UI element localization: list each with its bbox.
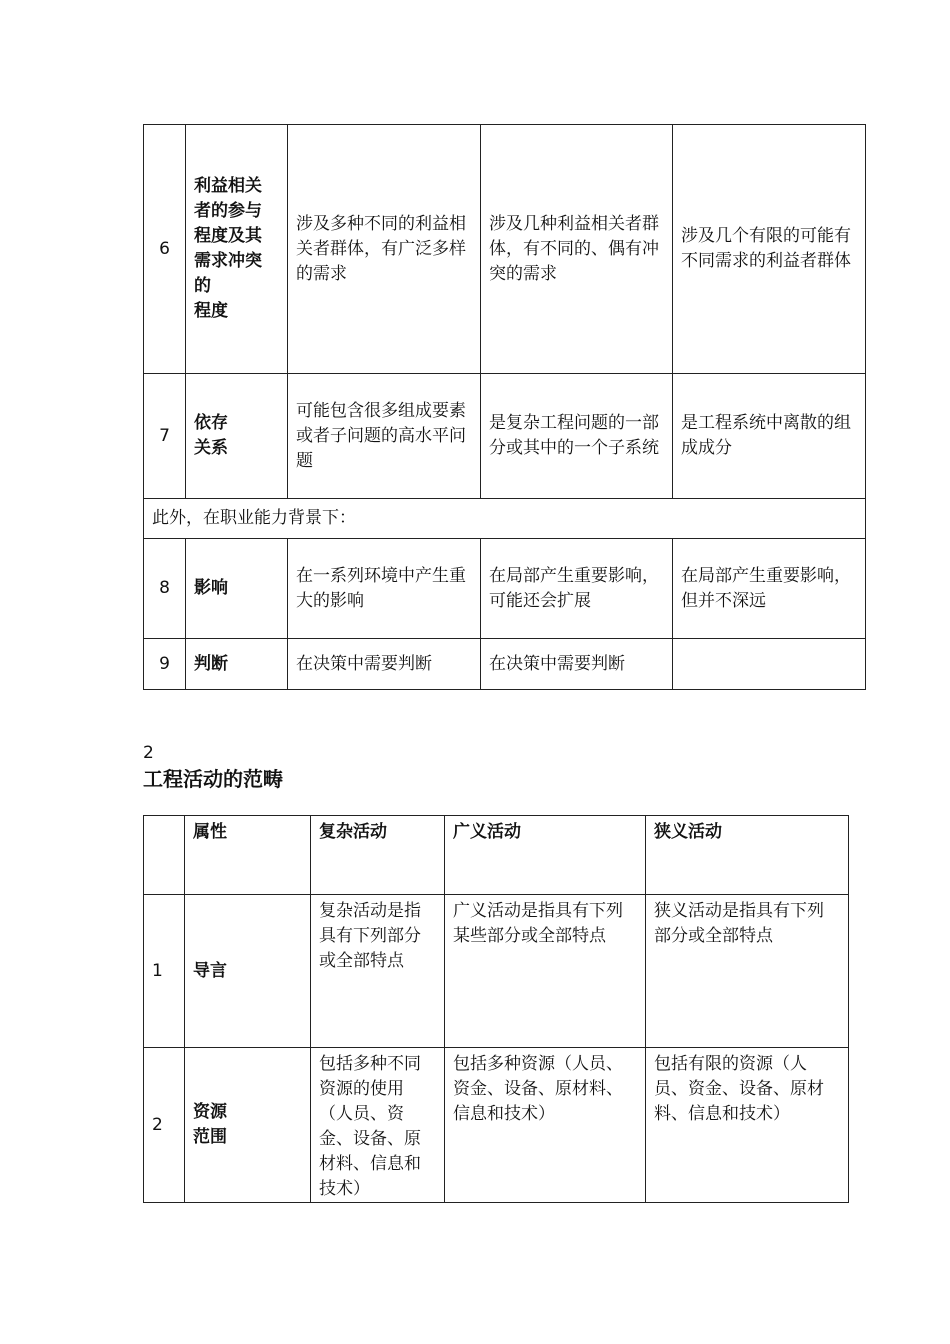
header-cell: 复杂活动 — [311, 816, 445, 895]
table-cell: 在局部产生重要影响，可能还会扩展 — [481, 539, 673, 639]
table-cell: 包括有限的资源（人员、资金、设备、原材料、信息和技术） — [646, 1048, 849, 1203]
row-number: 2 — [144, 1048, 185, 1203]
table-note-row — [144, 499, 866, 539]
header-cell — [144, 816, 185, 895]
section-number: 2 — [143, 743, 154, 763]
table-row — [144, 895, 849, 1048]
table-cell: 包括多种资源（人员、资金、设备、原材料、信息和技术） — [445, 1048, 646, 1203]
table-cell: 涉及几种利益相关者群体，有不同的、偶有冲突的需求 — [481, 125, 673, 374]
table-cell: 是工程系统中离散的组成成分 — [673, 374, 866, 499]
table-cell: 在局部产生重要影响，但并不深远 — [673, 539, 866, 639]
attribute-line: 程度 — [194, 301, 228, 321]
table-cell — [673, 639, 866, 690]
attribute-line: 关系 — [194, 438, 228, 458]
attribute-cell — [185, 1048, 311, 1203]
attribute-line: 范围 — [193, 1127, 227, 1147]
attribute-line: 导言 — [193, 960, 227, 981]
row-number: 6 — [144, 125, 186, 374]
table-row — [144, 374, 866, 499]
table-header-row — [144, 816, 849, 895]
table-cell: 复杂活动是指具有下列部分或全部特点 — [311, 895, 445, 1048]
table-row — [144, 539, 866, 639]
attribute-line: 资源 — [193, 1102, 227, 1122]
table-cell: 广义活动是指具有下列某些部分或全部特点 — [445, 895, 646, 1048]
row-number: 9 — [144, 639, 186, 690]
context-note: 此外，在职业能力背景下： — [144, 499, 866, 539]
attribute-cell: 判断 — [186, 639, 288, 690]
table-row — [144, 1048, 849, 1203]
attribute-line: 程度及其 — [194, 226, 262, 246]
activity-scope-table — [143, 815, 849, 1203]
attributes-table-continued — [143, 124, 866, 690]
attribute-cell — [185, 895, 311, 1048]
table-cell: 包括多种不同资源的使用（人员、资金、设备、原材料、信息和技术） — [311, 1048, 445, 1203]
table-cell: 在决策中需要判断 — [288, 639, 481, 690]
table-cell: 是复杂工程问题的一部分或其中的一个子系统 — [481, 374, 673, 499]
attribute-line: 者的参与 — [194, 201, 262, 221]
attribute-cell — [186, 125, 288, 374]
table-cell: 涉及几个有限的可能有不同需求的利益者群体 — [673, 125, 866, 374]
attribute-line: 依存 — [194, 413, 228, 433]
header-cell: 属性 — [185, 816, 311, 895]
attribute-cell — [186, 374, 288, 499]
table-cell: 涉及多种不同的利益相关者群体，有广泛多样的需求 — [288, 125, 481, 374]
section-title: 工程活动的范畴 — [143, 767, 283, 791]
attribute-line: 利益相关 — [194, 176, 262, 196]
attribute-cell: 影响 — [186, 539, 288, 639]
row-number: 8 — [144, 539, 186, 639]
row-number: 7 — [144, 374, 186, 499]
table-cell: 在一系列环境中产生重大的影响 — [288, 539, 481, 639]
attribute-line: 的 — [194, 276, 211, 296]
table-cell: 可能包含很多组成要素或者子问题的高水平问题 — [288, 374, 481, 499]
row-number: 1 — [144, 895, 185, 1048]
table-cell: 在决策中需要判断 — [481, 639, 673, 690]
table-row — [144, 125, 866, 374]
table-cell: 狭义活动是指具有下列部分或全部特点 — [646, 895, 849, 1048]
table-row — [144, 639, 866, 690]
header-cell: 狭义活动 — [646, 816, 849, 895]
attribute-line: 需求冲突 — [194, 251, 262, 271]
header-cell: 广义活动 — [445, 816, 646, 895]
